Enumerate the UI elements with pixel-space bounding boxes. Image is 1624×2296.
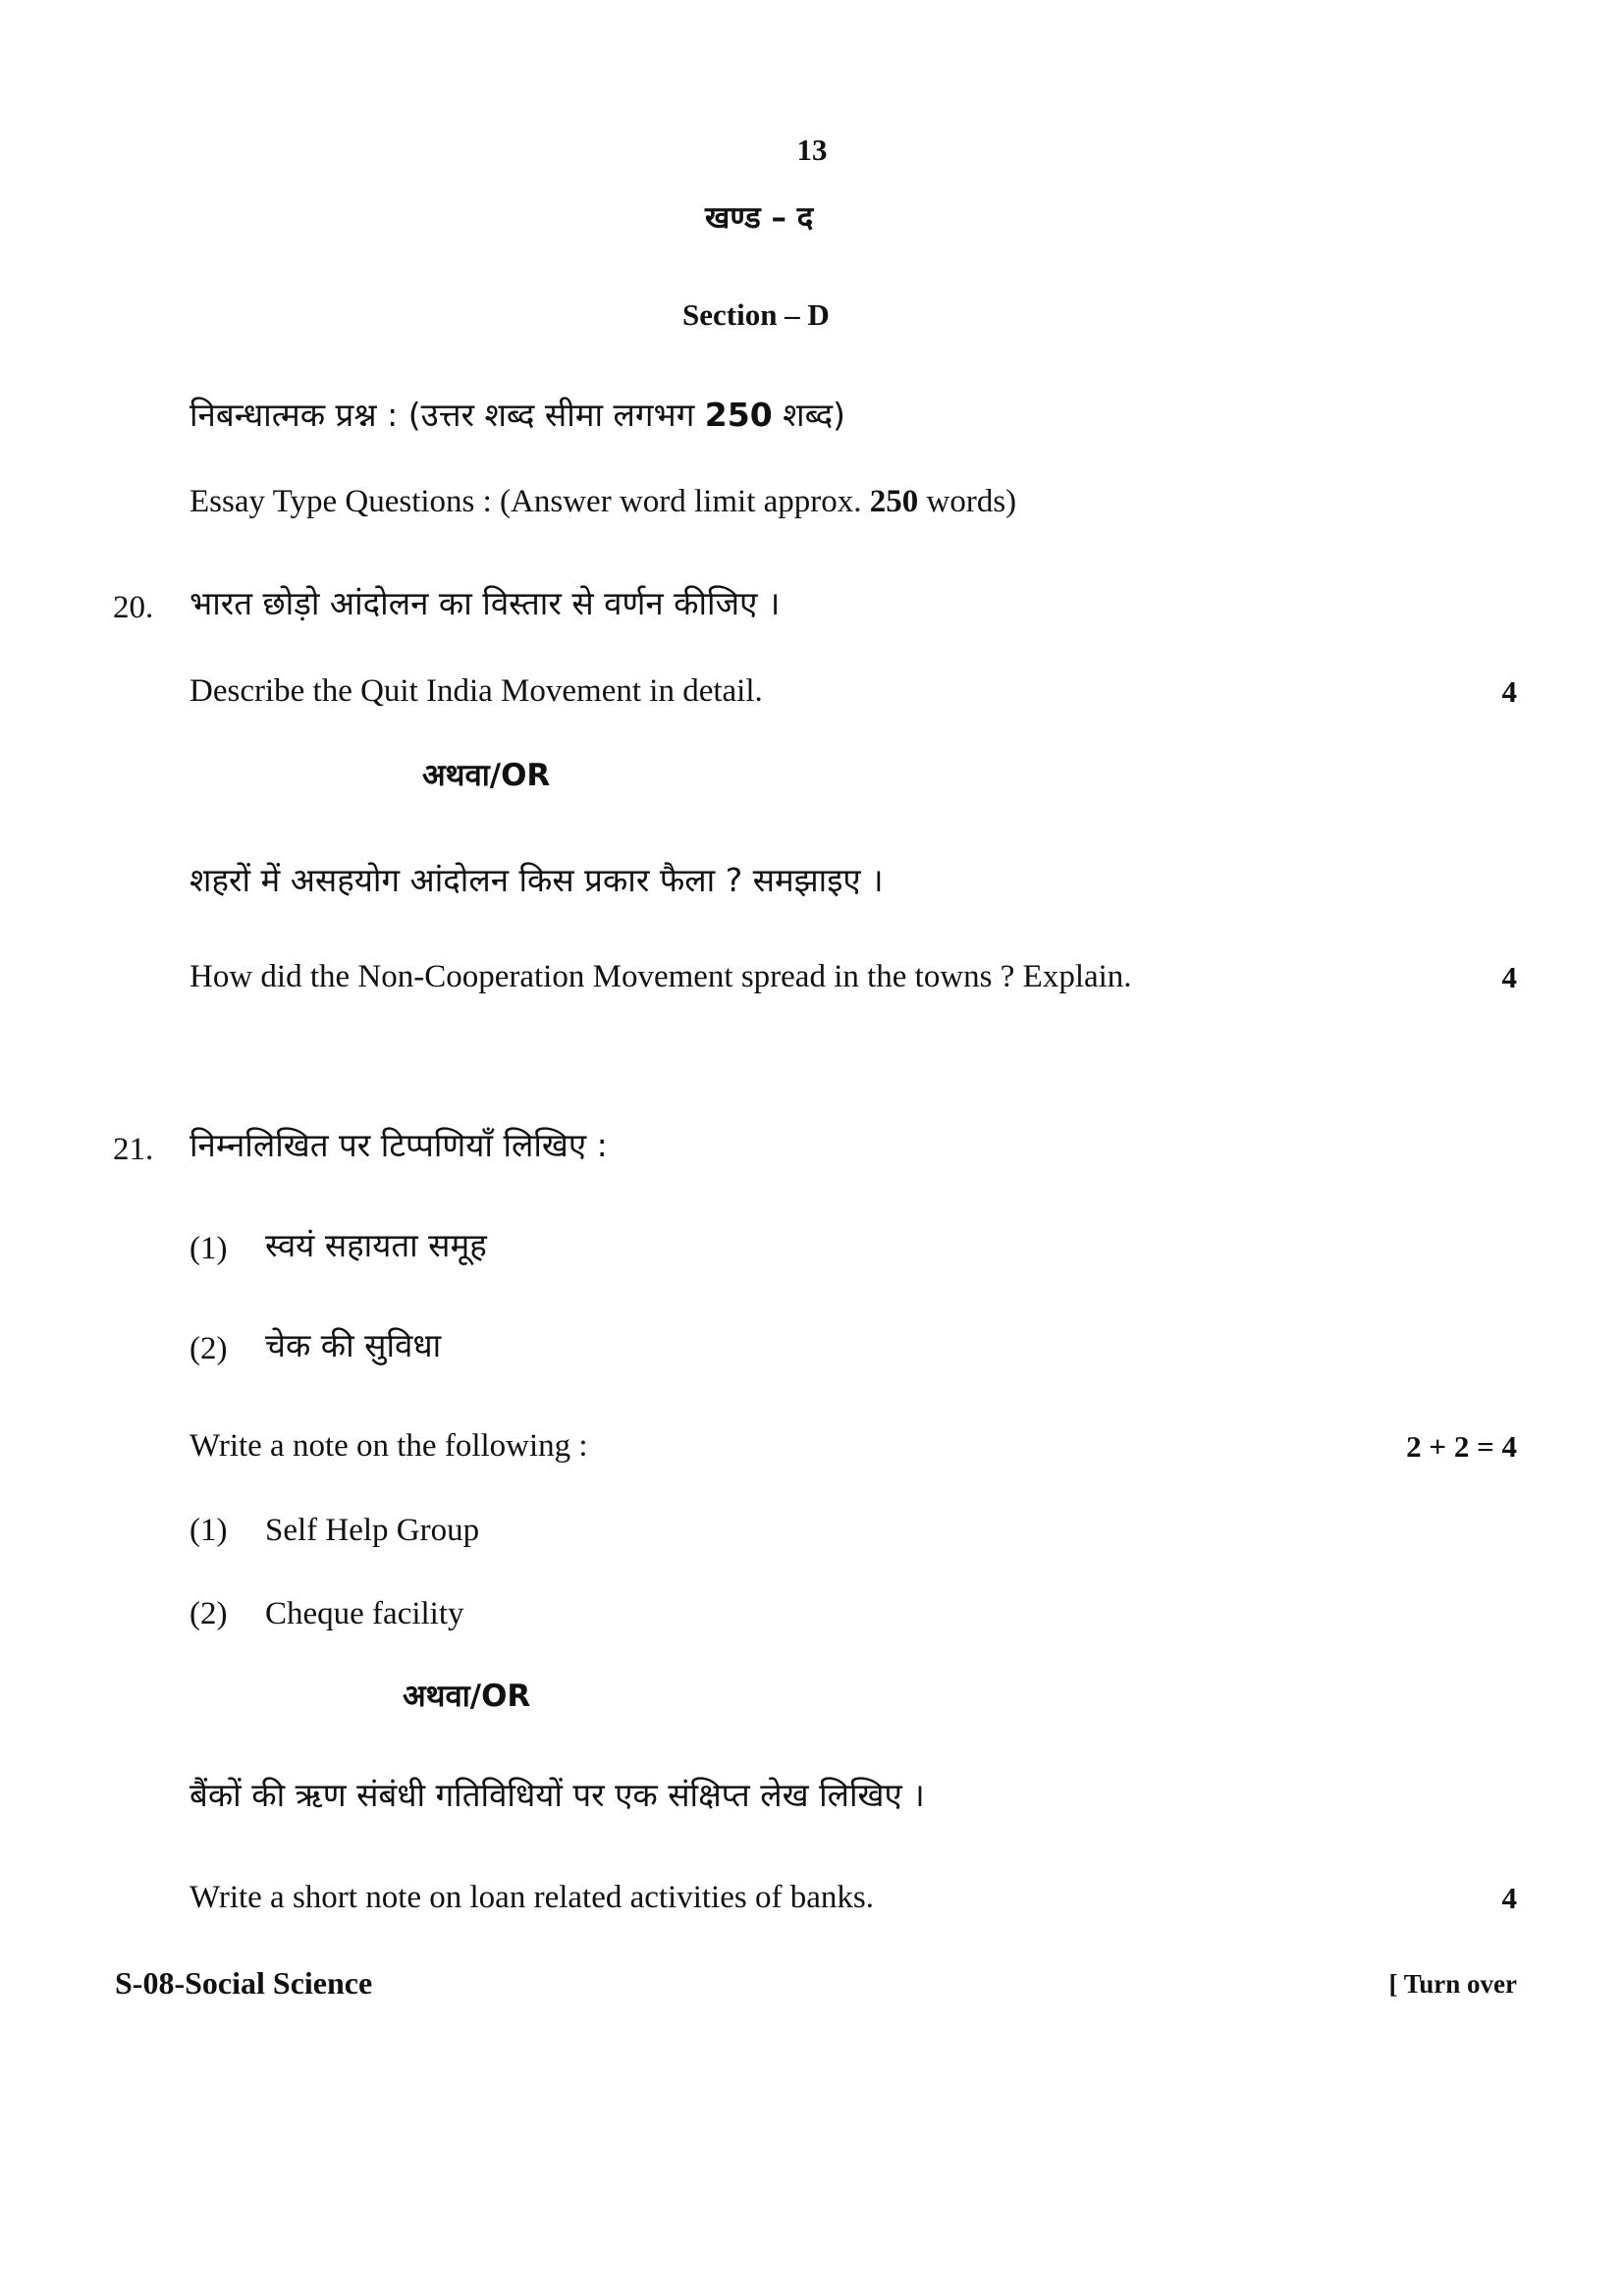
alternative-question-marks: 4 — [1501, 1881, 1517, 1915]
list-item-text: Self Help Group — [265, 1513, 480, 1548]
list-item-text: स्वयं सहायता समूह — [265, 1226, 487, 1264]
question-marks: 4 — [1501, 674, 1517, 709]
instructions-english-limit: 250 — [869, 484, 919, 519]
alternative-question-hindi: शहरों में असहयोग आंदोलन किस प्रकार फैला ? समझाइए । — [189, 861, 884, 899]
question-text-hindi: निम्नलिखित पर टिप्पणियाँ लिखिए : — [189, 1126, 608, 1164]
question-marks: 2 + 2 = 4 — [1406, 1429, 1517, 1464]
list-item-text: Cheque facility — [265, 1596, 464, 1631]
question-text-english: Describe the Quit India Movement in detail. — [189, 673, 763, 709]
alternative-question-hindi: बैंकों की ऋण संबंधी गतिविधियों पर एक संक्षिप्त लेख लिखिए । — [189, 1776, 925, 1814]
instructions-hindi — [189, 396, 845, 434]
alternative-question-marks: 4 — [1501, 960, 1517, 994]
instructions-hindi-limit: 250 — [704, 396, 773, 434]
question-number: 21. — [113, 1132, 154, 1167]
instructions-hindi-suffix: शब्द) — [772, 396, 845, 434]
or-label: अथवा/OR — [403, 1679, 531, 1714]
or-label: अथवा/OR — [422, 758, 551, 793]
section-title-english: Section – D — [682, 297, 830, 332]
alternative-question-english: Write a short note on loan related activities of banks. — [189, 1880, 874, 1915]
list-item-label: (1) — [189, 1231, 228, 1266]
page-number: 13 — [796, 133, 828, 167]
list-item-text: चेक की सुविधा — [265, 1326, 442, 1364]
question-number: 20. — [113, 590, 154, 625]
turn-over-label: [ Turn over — [1388, 1969, 1517, 1999]
question-text-english: Write a note on the following : — [189, 1428, 588, 1464]
question-text-hindi: भारत छोड़ो आंदोलन का विस्तार से वर्णन कीजिए । — [189, 584, 781, 622]
instructions-english — [189, 486, 1016, 518]
paper-code: S-08-Social Science — [115, 1965, 373, 2001]
list-item-label: (2) — [189, 1596, 228, 1631]
list-item-label: (2) — [189, 1331, 228, 1366]
instructions-english-suffix: words) — [918, 484, 1017, 519]
instructions-hindi-prefix: निबन्धात्मक प्रश्न : (उत्तर शब्द सीमा लगभग — [189, 396, 705, 434]
section-title-hindi: खण्ड – द — [705, 200, 814, 236]
instructions-english-prefix: Essay Type Questions : (Answer word limit approx. — [189, 484, 870, 519]
list-item-label: (1) — [189, 1513, 228, 1548]
alternative-question-english: How did the Non-Cooperation Movement spread in the towns ? Explain. — [189, 959, 1132, 994]
